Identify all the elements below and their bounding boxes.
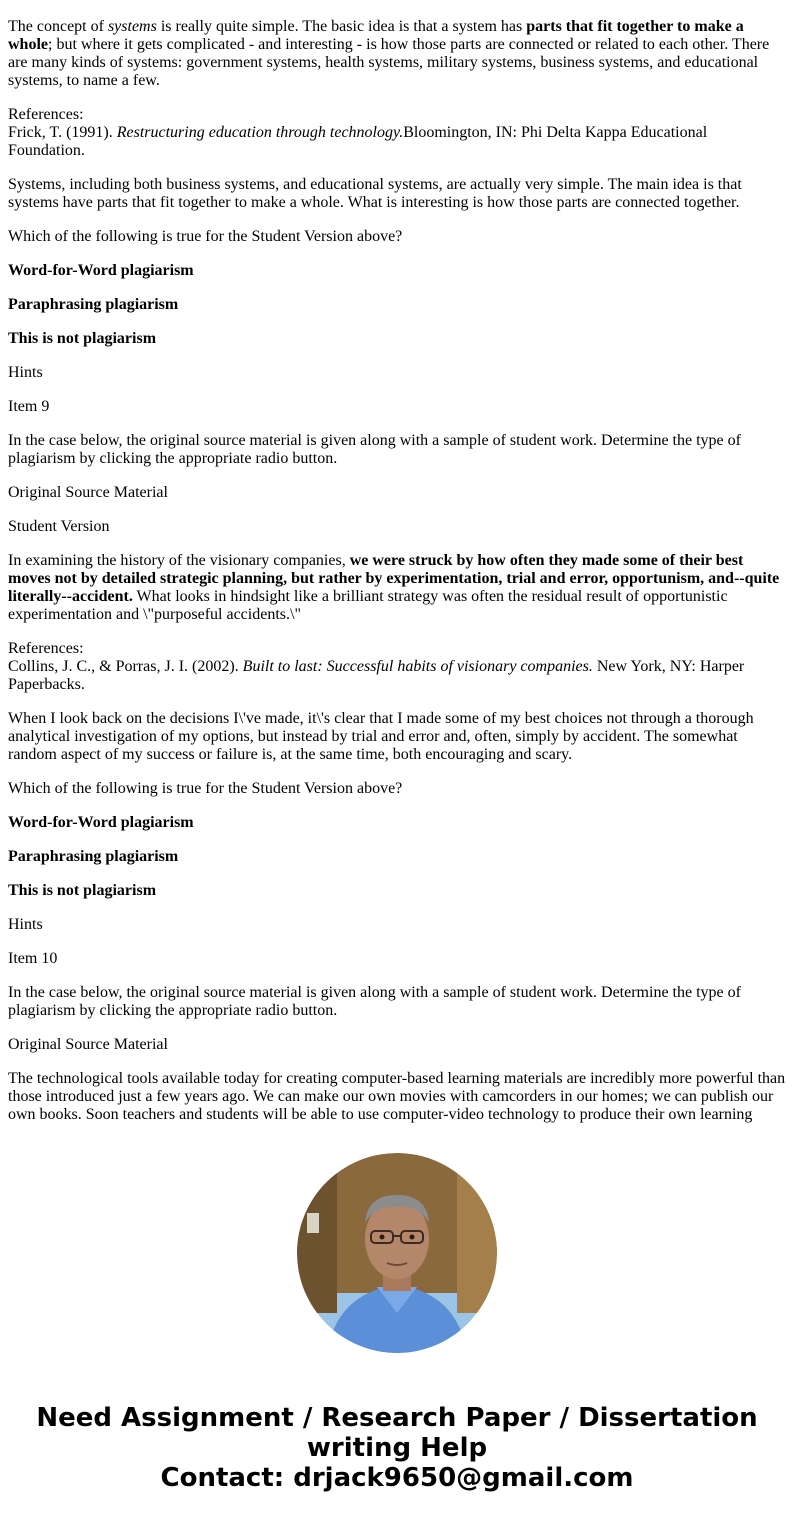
contact-banner: [0, 1403, 794, 1493]
option-not-plagiarism[interactable]: [8, 330, 786, 348]
option-label: This is not plagiarism: [8, 882, 157, 899]
source-paragraph: [8, 18, 786, 90]
reference-citation: [8, 658, 786, 694]
option-paraphrasing[interactable]: [8, 848, 786, 866]
avatar: [297, 1153, 497, 1353]
source-paragraph: [8, 552, 786, 624]
option-paraphrasing[interactable]: [8, 296, 786, 314]
source-text: In examining the history of the visionary companies,: [8, 552, 350, 569]
option-label: Paraphrasing plagiarism: [8, 296, 179, 313]
question: Which of the following is true for the Student Version above?: [8, 780, 403, 797]
student-version-label: Student Version: [8, 518, 110, 535]
student-text: When I look back on the decisions I\'ve made, it\'s clear that I made some of my best choices not through a thorough analytical investigation of my options, but instead by trial and error and, often, simply by accident. The somewhat random aspect of my success or failure is, at the same time, both encouraging and scary.: [8, 710, 754, 763]
document-content: [8, 0, 786, 1124]
reference-citation: [8, 124, 786, 160]
option-label: This is not plagiarism: [8, 330, 157, 347]
option-label: Word-for-Word plagiarism: [8, 262, 194, 279]
citation-author: Frick, T. (1991).: [8, 124, 117, 141]
citation-title: Built to last: Successful habits of visionary companies.: [242, 658, 593, 675]
instructions: In the case below, the original source material is given along with a sample of student work. Determine the type of plagiarism by clicking the appropriate radio button.: [8, 432, 741, 467]
author-photo: [297, 1153, 497, 1353]
source-paragraph: The technological tools available today for creating computer-based learning materials are incredibly more powerful than those introduced just a few years ago. We can make our own movies with camcorders in our homes; we can publish our own books. Soon teachers and students will be able to use computer-video technology to produce their own learning: [8, 1070, 786, 1123]
question: Which of the following is true for the Student Version above?: [8, 228, 403, 245]
source-emphasis: systems: [107, 18, 157, 35]
source-bold: we were struck by how often they made some of their best moves not by detailed strategic planning, but rather by experimentation, trial and error, opportunism, and--quite literally--accident.: [8, 552, 780, 605]
option-word-for-word[interactable]: [8, 814, 786, 832]
references-label: References:: [8, 106, 84, 123]
option-word-for-word[interactable]: [8, 262, 786, 280]
citation-publisher: New York, NY: Harper Paperbacks.: [8, 658, 745, 693]
item-title: Item 9: [8, 398, 50, 415]
citation-title: Restructuring education through technology.: [116, 124, 404, 141]
banner-line: Need Assignment / Research Paper / Dissertation: [36, 1403, 758, 1433]
item-title: Item 10: [8, 950, 58, 967]
source-text: ; but where it gets complicated - and interesting - is how those parts are connected or related to each other. There are many kinds of systems: government systems, health systems, military systems, business systems, and educational systems, to name a few.: [8, 36, 770, 89]
student-version-label: [8, 0, 786, 2]
source-text: The concept of: [8, 18, 108, 35]
hints-link[interactable]: Hints: [8, 916, 43, 933]
source-bold: parts that fit together to make a whole: [8, 18, 744, 53]
contact-email[interactable]: Contact: drjack9650@gmail.com: [160, 1463, 634, 1493]
option-label: Paraphrasing plagiarism: [8, 848, 179, 865]
original-source-label: Original Source Material: [8, 1036, 168, 1053]
option-not-plagiarism[interactable]: [8, 882, 786, 900]
citation-publisher: Bloomington, IN: Phi Delta Kappa Educational Foundation.: [8, 124, 708, 159]
original-source-label: Original Source Material: [8, 484, 168, 501]
references-label: References:: [8, 640, 84, 657]
instructions: In the case below, the original source material is given along with a sample of student work. Determine the type of plagiarism by clicking the appropriate radio button.: [8, 984, 741, 1019]
option-label: Word-for-Word plagiarism: [8, 814, 194, 831]
banner-line: writing Help: [306, 1433, 488, 1463]
citation-author: Collins, J. C., & Porras, J. I. (2002).: [8, 658, 243, 675]
hints-link[interactable]: Hints: [8, 364, 43, 381]
student-text: Systems, including both business systems, and educational systems, are actually very simple. The main idea is that systems have parts that fit together to make a whole. What is interesting is how those parts are connected together.: [8, 176, 742, 211]
source-text: What looks in hindsight like a brilliant strategy was often the residual result of opportunistic experimentation and \"purposeful accidents.\": [8, 588, 728, 623]
source-text: is really quite simple. The basic idea is that a system has: [156, 18, 527, 35]
